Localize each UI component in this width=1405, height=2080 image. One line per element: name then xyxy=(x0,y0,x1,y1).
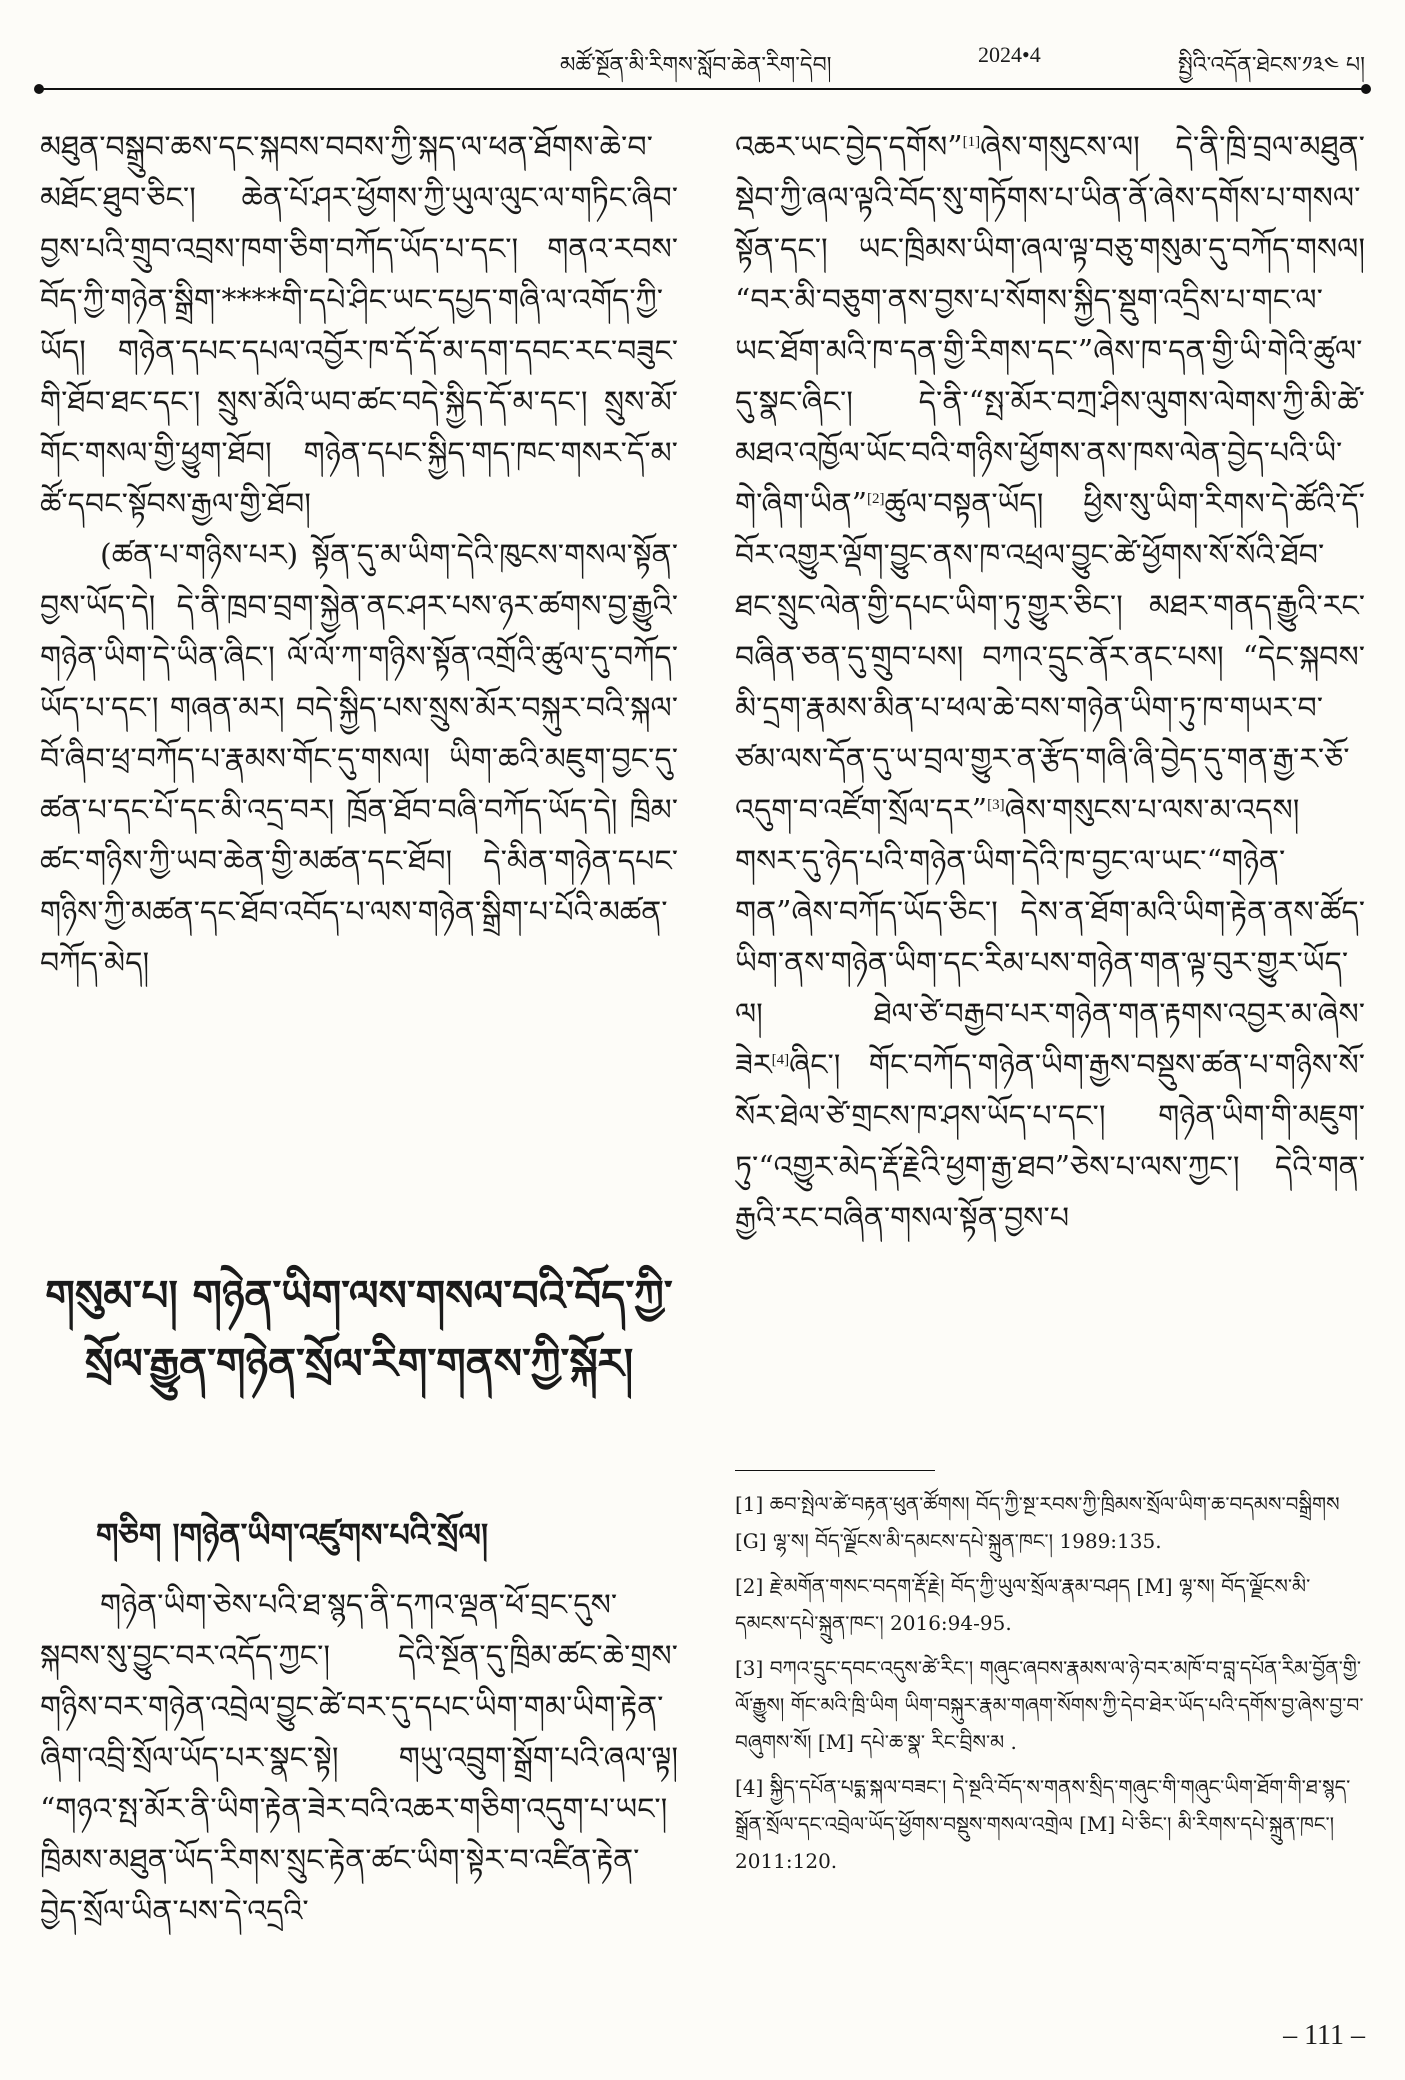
left-paragraph-1: མཐུན་བསྒྲུབ་ཆས་དང་སྐབས་བབས་ཀྱི་སྐད་ལ་ཕན་ཐོགས་ཆེ་བ་མཐོང་ཐུབ་ཅིང་། ཆེན་པོ་ཤར་ཕྱོགས་ཀྱི་ཡུལ་ལུང་ལ་གཏིང་ཞིབ་བྱས་པའི་གྲུབ་འབྲས་ཁག་ཅིག་བཀོད་ཡོད་པ་དང་། གནའ་རབས་བོད་ཀྱི་གཉེན་སྒྲིག་****གི་དཔེ་ཤིང་ཡང་དཔྱད་གཞི་ལ་འགོད་ཀྱི་ཡོད། གཉེན་དཔང་དཔལ་འབྱོར་ཁ་དོ་དོ་མ་དག་དབང་རང་བཟུང་གི་ཐོབ་ཐང་དང་། སྲུས་མོའི་ཡབ་ཚང་བདེ་སྐྱིད་དོ་མ་དང་། སྲུས་མོ་གོང་གསལ་གྱི་ཕྱུག་ཐོབ། གཉེན་དཔང་སྐྱིད་གད་ཁང་གསར་དོ་མ་ཚོ་དབང་སྟོབས་རྒྱལ་གྱི་ཐོབ། xyxy=(40,130,678,522)
page-number: – 111 – xyxy=(1283,2020,1365,2051)
footnotes xyxy=(735,1486,1365,1888)
section-heading: གསུམ་པ། གཉེན་ཡིག་ལས་གསལ་བའི་བོད་ཀྱི་སྲོལ་རྒྱུན་གཉེན་སྲོལ་རིག་གནས་ཀྱི་སྐོར། xyxy=(45,1271,673,1388)
left-paragraph-2: (ཚན་པ་གཉིས་པར) སྟོན་དུ་མ་ཡིག་དེའི་ཁུངས་གསལ་སྟོན་བྱས་ཡོད་དེ། དེ་ནི་ཁྲབ་བྲག་སྐྱེན་ནང་ཤར་པས་ཉར་ཚགས་བྱ་རྒྱུའི་གཉེན་ཡིག་དེ་ཡིན་ཞིང་། ལོ་ལོ་ཀ་གཉིས་སྟོན་འགྲོའི་ཚུལ་དུ་བཀོད་ཡོད་པ་དང་། གཞན་མར། བདེ་སྐྱིད་པས་སྲུས་མོར་བསྐུར་བའི་སྐལ་བོ་ཞིབ་ཕྲ་བཀོད་པ་རྣམས་གོང་དུ་གསལ། ཡིག་ཆའི་མཇུག་བྱང་དུ་ཚན་པ་དང་པོ་དང་མི་འདྲ་བར། ཁྲོན་ཐོབ་བཞི་བཀོད་ཡོད་དེ། ཁྲིམ་ཚང་གཉིས་ཀྱི་ཡབ་ཆེན་གྱི་མཚན་དང་ཐོབ། དེ་མིན་གཉེན་དཔང་གཉིས་ཀྱི་མཚན་དང་ཐོབ་འབོད་པ་ལས་གཉེན་སྒྲིག་པ་པོའི་མཚན་བཀོད་མེད། xyxy=(40,538,678,981)
right-text-e: ཞིང་། གོང་བཀོད་གཉེན་ཡིག་རྒྱས་བསྡུས་ཚན་པ་གཉིས་སོ་སོར་ཐེལ་ཙེ་གྲངས་ཁ་ཤས་ཡོད་པ་དང་། གཉེན་ཡིག་གི་མཇུག་ཏུ་“འགྱུར་མེད་རྡོ་རྗེའི་ཕྱག་རྒྱ་ཐབ”ཅེས་པ་ལས་ཀྱང་། དེའི་གན་རྒྱའི་རང་བཞིན་གསལ་སྟོན་བྱས་པ xyxy=(735,1048,1365,1236)
header-rule xyxy=(40,88,1365,90)
right-column xyxy=(735,122,1365,1244)
footnote-rule xyxy=(735,1470,935,1471)
right-text-a: འཆར་ཡང་བྱེད་དགོས” xyxy=(735,130,963,165)
left-column-lower xyxy=(40,1580,678,1937)
right-text-b: ཞེས་གསུངས་ལ། དེ་ནི་ཁྲི་བྲལ་མཐུན་སྡེབ་ཀྱི་ཞལ་ལྟའི་བོད་སུ་གཏོགས་པ་ཡིན་ནོ་ཞེས་དགོས་པ་གསལ་སྟོན་དང་། ཡང་ཁྲིམས་ཡིག་ཞལ་ལྟ་བཅུ་གསུམ་དུ་བཀོད་གསལ། “བར་མི་བཅུག་ནས་བྱས་པ་སོགས་སྐྱིད་སྡུག་འདྲིས་པ་གང་ལ་ཡང་ཐོག་མའི་ཁ་དན་གྱི་རིགས་དང་”ཞེས་ཁ་དན་གྱི་ཡི་གེའི་ཚུལ་དུ་སྣང་ཞིང་། དེ་ནི་“སྤ་མོར་བཀྲ་ཤིས་ལུགས་ལེགས་ཀྱི་མི་ཚེ་མཐའ་འཁྱོལ་ཡོང་བའི་གཉིས་ཕྱོགས་ནས་ཁས་ལེན་བྱེད་པའི་ཡི་གེ་ཞིག་ཡིན” xyxy=(735,130,1365,522)
right-text-c: ཚུལ་བསྟན་ཡོད། ཕྱིས་སུ་ཡིག་རིགས་དེ་ཚོའི་དོ་བོར་འགྱུར་ལྡོག་བྱུང་ནས་ཁ་འཕྲལ་བྱུང་ཚེ་ཕྱོགས་སོ་སོའི་ཐོབ་ཐང་སྲུང་ལེན་གྱི་དཔང་ཡིག་ཏུ་གྱུར་ཅིང་། མཐར་གནད་རྒྱུའི་རང་བཞིན་ཅན་དུ་གྲུབ་པས། བཀའ་དྲུང་ནོར་ནང་པས། “དེང་སྐབས་མི་དྲག་རྣམས་མིན་པ་ཕལ་ཆེ་བས་གཉེན་ཡིག་ཏུ་ཁ་གཡར་བ་ཙམ་ལས་དོན་དུ་ཡ་བྲལ་གྱུར་ན་རྩོད་གཞི་ཞི་བྱེད་དུ་གན་རྒྱ་ར་ཅོ་འདུག་བ་འཛོག་སྲོལ་དར” xyxy=(735,487,1365,828)
footnote-ref-1[interactable]: [1] xyxy=(962,134,981,150)
subsection-heading: གཅིག །གཉེན་ཡིག་འཛུགས་པའི་སྲོལ། xyxy=(96,1516,489,1554)
issue-number: 2024•4 xyxy=(978,42,1041,67)
footnote-1: [1] ཆབ་སྤེལ་ཚེ་བརྟན་ཕུན་ཚོགས། བོད་ཀྱི་སྔ་རབས་ཀྱི་ཁྲིམས་སྲོལ་ཡིག་ཆ་བདམས་བསྒྲིགས [G] ལྷ་ས། བོད་ལྗོངས་མི་དམངས་དཔེ་སྐྲུན་ཁང་། 1989:135. xyxy=(735,1492,1340,1553)
footnote-ref-3[interactable]: [3] xyxy=(987,797,1005,813)
right-text-d: ཞེས་གསུངས་པ་ལས་མ་འདས། གསར་དུ་ཉེད་པའི་གཉེན་ཡིག་དེའི་ཁ་བྱང་ལ་ཡང་“གཉེན་གན”ཞེས་བཀོད་ཡོད་ཅིང་། དེས་ན་ཐོག་མའི་ཡིག་རྟེན་ནས་ཚོད་ཡིག་ནས་གཉེན་ཡིག་དང་རིམ་པས་གཉེན་གན་ལྟ་བུར་གྱུར་ཡོད་ལ། ཐེལ་ཙེ་བརྒྱབ་པར་གཉེན་གན་རྟགས་འབྱར་མ་ཞེས་ཟེར xyxy=(735,793,1365,1083)
left-column xyxy=(40,122,678,989)
footnote-3: [3] བཀའ་དྲུང་དབང་འདུས་ཚེ་རིང་། གཞུང་ཞབས་རྣམས་ལ་ཉེ་བར་མཁོ་བ་བླ་དཔོན་རིམ་བྱོན་གྱི་ལོ་རྒྱུས། གོང་མའི་ཁྲི་ཡིག ཡིག་བསྐུར་རྣམ་གཞག་སོགས་ཀྱི་དེབ་ཐེར་ཡོད་པའི་དགོས་བྱ་ཞེས་བྱ་བ་བཞུགས་སོ། [M] དཔེ་ཆ་སྣ་ རིང་བྲིས་མ . xyxy=(735,1656,1364,1754)
running-header xyxy=(40,40,1365,84)
footnote-2: [2] རྗེ་མགོན་གསང་བདག་རྡོ་རྗེ། བོད་ཀྱི་ཡུལ་སྲོལ་རྣམ་བཤད [M] ལྷ་ས། བོད་ལྗོངས་མི་དམངས་དཔེ་སྐྲུན་ཁང་། 2016:94-95. xyxy=(735,1574,1311,1635)
footnote-4: [4] སྐྱིད་དཔོན་པདྨ་སྐལ་བཟང་། དེ་སྔའི་བོད་ས་གནས་སྲིད་གཞུང་གི་གཞུང་ཡིག་ཐོག་གི་ཐ་སྙད་སྒྲོན་སྲོལ་དང་འབྲེལ་ཡོད་ཕྱོགས་བསྡུས་གསལ་འགྲེལ [M] པེ་ཅིང་། མི་རིགས་དཔེ་སྐྲུན་ཁང་། 2011:120. xyxy=(735,1775,1351,1873)
right-paragraph-1 xyxy=(735,122,1365,1244)
journal-title: མཚོ་སྔོན་མི་རིགས་སློབ་ཆེན་རིག་དེབ། xyxy=(560,53,832,78)
footnote-ref-4[interactable]: [4] xyxy=(771,1052,790,1068)
footnote-ref-2[interactable]: [2] xyxy=(867,491,885,507)
left-paragraph-3: གཉེན་ཡིག་ཅེས་པའི་ཐ་སྙད་ནི་དཀའ་ལྡན་ཕོ་བྲང་དུས་སྐབས་སུ་བྱུང་བར་འདོད་ཀྱང་། དེའི་སྔོན་དུ་ཁྲིམ་ཚང་ཆེ་གྲས་གཉིས་བར་གཉེན་འབྲེལ་བྱུང་ཚེ་བར་དུ་དཔང་ཡིག་གམ་ཡིག་རྟེན་ཞིག་འབྲི་སྲོལ་ཡོད་པར་སྣང་སྟེ། གཡུ་འབྲུག་སྒྲོག་པའི་ཞལ་ལྟ། “གཉའ་སྤ་མོར་ནི་ཡིག་རྟེན་ཟེར་བའི་འཆར་གཅིག་འདུག་པ་ཡང་། ཁྲིམས་མཐུན་ཡོད་རིགས་སྲུང་རྟེན་ཚང་ཡིག་སྟེར་བ་འཛིན་རྟེན་བྱེད་སྲོལ་ཡིན་པས་དེ་འདྲའི་ xyxy=(40,1588,678,1929)
issue-serial: སྤྱིའི་འདོན་ཐེངས་༡༣༤ པ། xyxy=(1177,53,1365,78)
